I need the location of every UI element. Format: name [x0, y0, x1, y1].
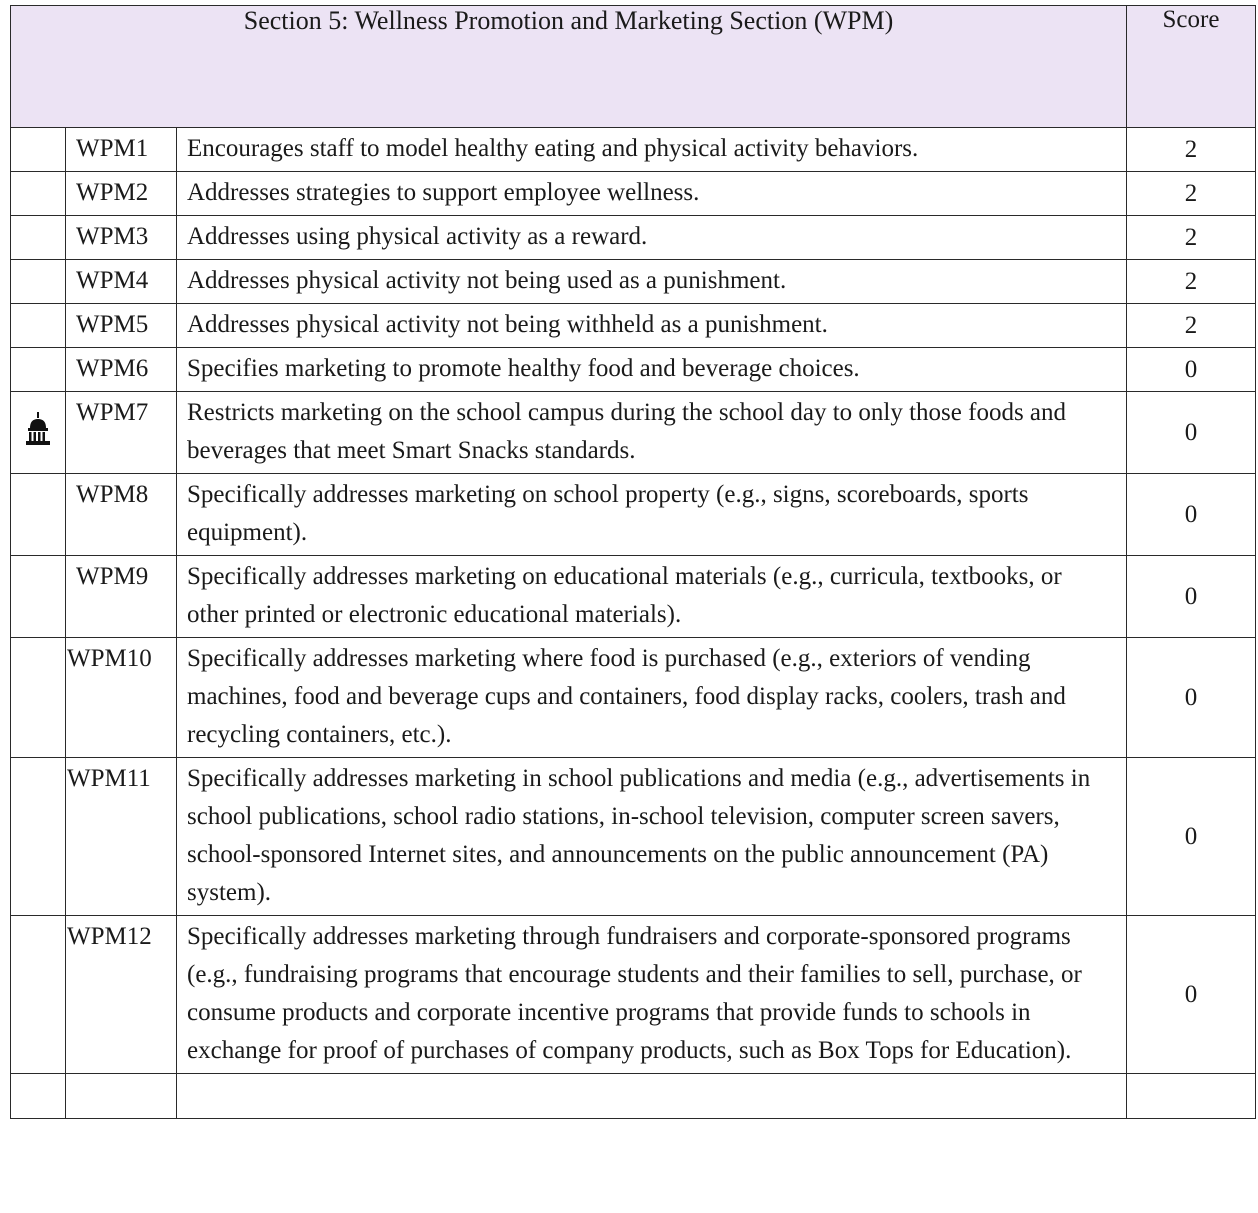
item-score: 0 [1127, 758, 1256, 916]
item-code: WPM4 [66, 260, 177, 304]
table-header-row [11, 6, 1256, 128]
item-code: WPM7 [66, 392, 177, 474]
table-row [11, 260, 1256, 304]
item-description: Specifically addresses marketing on educational materials (e.g., curricula, textbooks, or other printed or electronic educational materials). [177, 556, 1127, 638]
item-description: Encourages staff to model healthy eating and physical activity behaviors. [177, 128, 1127, 172]
blank-cell [1127, 1074, 1256, 1119]
item-description: Addresses physical activity not being withheld as a punishment. [177, 304, 1127, 348]
flag-cell [11, 638, 66, 758]
item-score: 0 [1127, 392, 1256, 474]
item-score: 0 [1127, 556, 1256, 638]
item-description: Specifies marketing to promote healthy food and beverage choices. [177, 348, 1127, 392]
item-description: Specifically addresses marketing through fundraisers and corporate-sponsored programs (e.g., fundraising programs that encourage students and their families to sell, purchase, or consume products and corporate incentive programs that provide funds to schools in exchange for proof of purchases of company products, such as Box Tops for Education). [177, 916, 1127, 1074]
flag-cell [11, 916, 66, 1074]
wpm-section-table [10, 5, 1256, 1119]
item-code: WPM12 [66, 916, 177, 1074]
table-row [11, 128, 1256, 172]
flag-cell [11, 758, 66, 916]
item-description: Addresses physical activity not being used as a punishment. [177, 260, 1127, 304]
item-code: WPM11 [66, 758, 177, 916]
item-description: Addresses using physical activity as a reward. [177, 216, 1127, 260]
item-score: 2 [1127, 172, 1256, 216]
blank-cell [66, 1074, 177, 1119]
table-row [11, 916, 1256, 1074]
flag-cell [11, 348, 66, 392]
table-row [11, 304, 1256, 348]
score-column-header: Score [1127, 6, 1256, 128]
blank-cell [177, 1074, 1127, 1119]
table-body [11, 128, 1256, 1119]
item-code: WPM5 [66, 304, 177, 348]
item-code: WPM1 [66, 128, 177, 172]
item-description: Specifically addresses marketing in school publications and media (e.g., advertisements in school publications, school radio stations, in-school television, computer screen savers, school-sponsored Internet sites, and announcements on the public announcement (PA) system). [177, 758, 1127, 916]
flag-cell [11, 474, 66, 556]
item-code: WPM2 [66, 172, 177, 216]
table-row [11, 348, 1256, 392]
item-code: WPM6 [66, 348, 177, 392]
table-row [11, 392, 1256, 474]
item-code: WPM8 [66, 474, 177, 556]
item-score: 0 [1127, 348, 1256, 392]
item-code: WPM10 [66, 638, 177, 758]
item-score: 2 [1127, 216, 1256, 260]
table-row [11, 172, 1256, 216]
item-score: 0 [1127, 638, 1256, 758]
blank-row [11, 1074, 1256, 1119]
section-title: Section 5: Wellness Promotion and Marketing Section (WPM) [11, 6, 1127, 128]
flag-cell [11, 260, 66, 304]
item-score: 0 [1127, 916, 1256, 1074]
item-score: 2 [1127, 260, 1256, 304]
table-row [11, 556, 1256, 638]
flag-cell [11, 128, 66, 172]
capitol-building-icon [26, 412, 50, 451]
flag-cell [11, 556, 66, 638]
flag-cell [11, 216, 66, 260]
blank-cell [11, 1074, 66, 1119]
table-row [11, 216, 1256, 260]
item-code: WPM3 [66, 216, 177, 260]
item-description: Specifically addresses marketing on school property (e.g., signs, scoreboards, sports equipment). [177, 474, 1127, 556]
item-description: Restricts marketing on the school campus during the school day to only those foods and beverages that meet Smart Snacks standards. [177, 392, 1127, 474]
table-row [11, 758, 1256, 916]
item-score: 2 [1127, 304, 1256, 348]
item-description: Specifically addresses marketing where food is purchased (e.g., exteriors of vending machines, food and beverage cups and containers, food display racks, coolers, trash and recycling containers, etc.). [177, 638, 1127, 758]
item-score: 0 [1127, 474, 1256, 556]
flag-cell [11, 304, 66, 348]
flag-cell [11, 172, 66, 216]
item-score: 2 [1127, 128, 1256, 172]
table-row [11, 474, 1256, 556]
item-code: WPM9 [66, 556, 177, 638]
table-row [11, 638, 1256, 758]
flag-cell [11, 392, 66, 474]
item-description: Addresses strategies to support employee wellness. [177, 172, 1127, 216]
